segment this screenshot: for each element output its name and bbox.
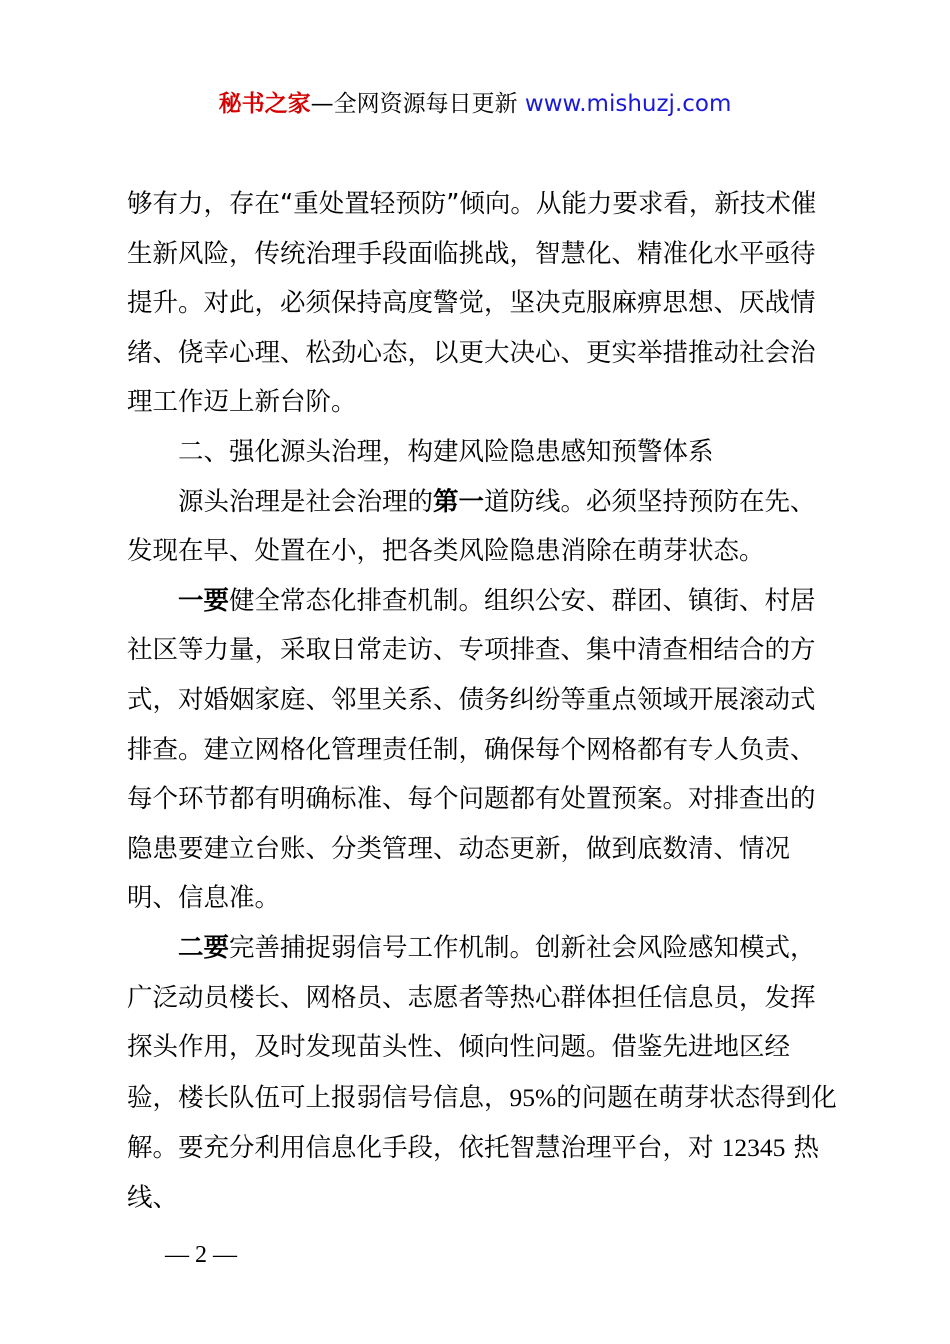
header-slogan: —全网资源每日更新 <box>310 91 518 117</box>
text-run: 热线、 <box>127 1133 819 1213</box>
text-run: 完善捕捉弱信号工作机制。创新社会风险感知模式，广泛动员楼长、网格员、志愿者等热心群体担任信息员，发挥探头作用，及时发现苗头性、倾向性问题。借鉴先进地区经验，楼长队伍可上报弱信号信息， <box>127 932 816 1113</box>
bold-lead: 二要 <box>178 932 230 963</box>
document-body <box>127 180 839 1223</box>
brand-name: 秘书之家 <box>218 91 311 117</box>
percent-value: 95% <box>509 1082 557 1112</box>
paragraph-point-two <box>127 924 839 1224</box>
site-header <box>0 86 950 122</box>
text-run: 的问题在萌芽状态得到化解。要充分利用信息化手段，依托智慧治理平台，对 <box>127 1082 837 1164</box>
bold-text: 第一 <box>433 486 485 517</box>
paragraph-continued: 够有力，存在“重处置轻预防”倾向。从能力要求看，新技术催生新风险，传统治理手段面临挑战，智慧化、精准化水平亟待提升。对此，必须保持高度警觉，坚决克服麻痹思想、厌战情绪、侥幸心理、松劲心态，以更大决心、更实举措推动社会治理工作迈上新台阶。 <box>127 189 817 418</box>
bold-lead: 一要 <box>178 585 230 616</box>
text-run: 健全常态化排查机制。组织公安、群团、镇街、村居社区等力量，采取日常走访、专项排查、集中清查相结合的方式，对婚姻家庭、邻里关系、债务纠纷等重点领域开展滚动式排查。建立网格化管理责任制，确保每个网格都有专人负责、每个环节都有明确标准、每个问题都有处置预案。对排查出的隐患要建立台账、分类管理、动态更新，做到底数清、情况明、信息准。 <box>127 585 816 914</box>
section-heading: 二、强化源头治理，构建风险隐患感知预警体系 <box>178 436 714 467</box>
header-url[interactable]: www.mishuzj.com <box>524 91 732 117</box>
paragraph-source-governance <box>127 478 839 577</box>
page-number: — 2 — <box>165 1242 237 1268</box>
text-run: 源头治理是社会治理的 <box>178 486 434 517</box>
paragraph-point-one <box>127 577 839 924</box>
text-run: 道防线。必须坚持预防在先、发现在早、处置在小，把各类风险隐患消除在萌芽状态。 <box>127 486 816 567</box>
hotline-number: 12345 <box>721 1133 786 1163</box>
